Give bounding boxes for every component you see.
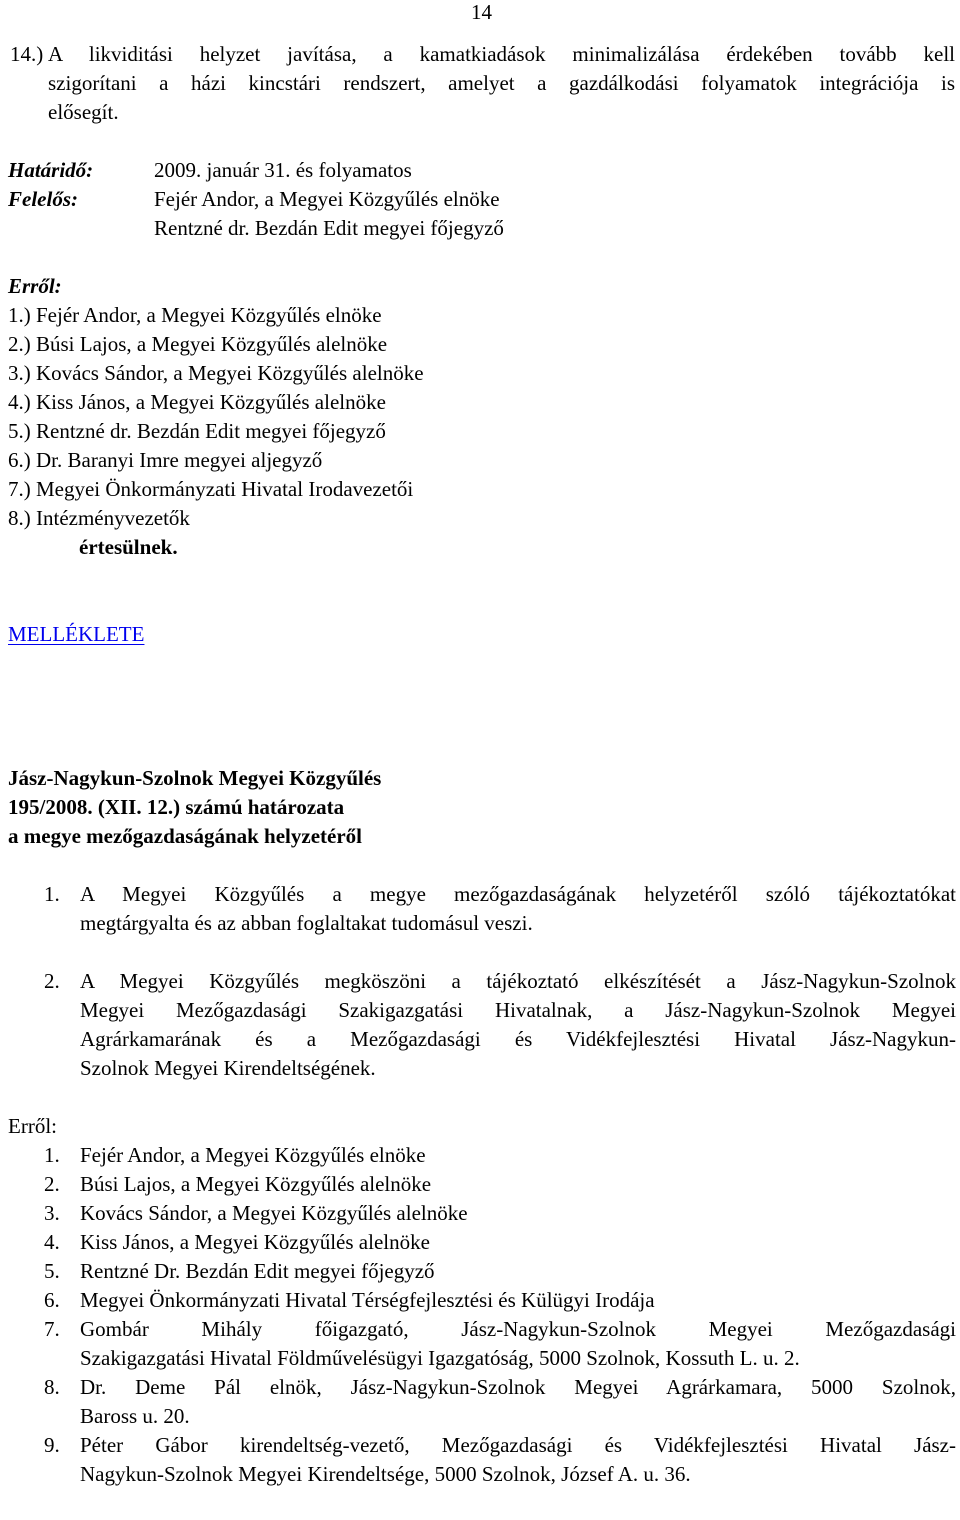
notify-2-item: Gombár Mihály főigazgató, Jász-Nagykun-Szolnok Megyei Mezőgazdasági xyxy=(80,1317,956,1341)
item-14-number: 14.) xyxy=(10,42,44,66)
notify-1-item: 3.) Kovács Sándor, a Megyei Közgyűlés alelnöke xyxy=(8,361,424,385)
notify-1-item: 1.) Fejér Andor, a Megyei Közgyűlés elnöke xyxy=(8,303,382,327)
notify-2-item: Kiss János, a Megyei Közgyűlés alelnöke xyxy=(80,1230,430,1254)
responsible-value-2: Rentzné dr. Bezdán Edit megyei főjegyző xyxy=(154,216,504,240)
notify-2-item: Megyei Önkormányzati Hivatal Térségfejlesztési és Külügyi Irodája xyxy=(80,1288,655,1312)
resolution-title-2: 195/2008. (XII. 12.) számú határozata xyxy=(8,795,345,819)
notify-2-label: Erről: xyxy=(8,1114,57,1138)
notify-2-number: 1. xyxy=(44,1143,60,1167)
item-14-line-1: A likviditási helyzet javítása, a kamatkiadások minimalizálása érdekében tovább kell xyxy=(48,42,955,66)
item-14-line-3: elősegít. xyxy=(48,100,119,124)
notify-2-number: 5. xyxy=(44,1259,60,1283)
notify-2-number: 9. xyxy=(44,1433,60,1457)
notify-2-number: 2. xyxy=(44,1172,60,1196)
notify-1-item: 4.) Kiss János, a Megyei Közgyűlés alelnöke xyxy=(8,390,386,414)
resolution-point-number: 1. xyxy=(44,882,60,906)
resolution-point-1-line-2: megtárgyalta és az abban foglaltakat tudomásul veszi. xyxy=(80,911,533,935)
notify-2-item-cont: Baross u. 20. xyxy=(80,1404,190,1428)
annex-link[interactable]: MELLÉKLETE xyxy=(8,622,145,646)
notify-1-label: Erről: xyxy=(8,274,62,298)
notify-2-number: 4. xyxy=(44,1230,60,1254)
resolution-point-2-line-1: A Megyei Közgyűlés megköszöni a tájékoztató elkészítését a Jász-Nagykun-Szolnok xyxy=(80,969,956,993)
notify-2-item: Kovács Sándor, a Megyei Közgyűlés alelnöke xyxy=(80,1201,468,1225)
notify-1-closing: értesülnek. xyxy=(79,535,178,559)
resolution-point-number: 2. xyxy=(44,969,60,993)
notify-2-item: Fejér Andor, a Megyei Közgyűlés elnöke xyxy=(80,1143,426,1167)
responsible-value-1: Fejér Andor, a Megyei Közgyűlés elnöke xyxy=(154,187,500,211)
responsible-label: Felelős: xyxy=(8,187,78,211)
resolution-point-2-line-3: Agrárkamarának és a Mezőgazdasági és Vidékfejlesztési Hivatal Jász-Nagykun- xyxy=(80,1027,956,1051)
notify-2-number: 3. xyxy=(44,1201,60,1225)
notify-1-item: 5.) Rentzné dr. Bezdán Edit megyei főjegyző xyxy=(8,419,386,443)
notify-2-item: Dr. Deme Pál elnök, Jász-Nagykun-Szolnok Megyei Agrárkamara, 5000 Szolnok, xyxy=(80,1375,956,1399)
notify-2-number: 7. xyxy=(44,1317,60,1341)
notify-2-number: 6. xyxy=(44,1288,60,1312)
deadline-value: 2009. január 31. és folyamatos xyxy=(154,158,412,182)
notify-2-item: Búsi Lajos, a Megyei Közgyűlés alelnöke xyxy=(80,1172,432,1196)
notify-2-number: 8. xyxy=(44,1375,60,1399)
resolution-title-1: Jász-Nagykun-Szolnok Megyei Közgyűlés xyxy=(8,766,382,790)
resolution-point-1-line-1: A Megyei Közgyűlés a megye mezőgazdaságának helyzetéről szóló tájékoztatókat xyxy=(80,882,956,906)
notify-2-item: Rentzné Dr. Bezdán Edit megyei főjegyző xyxy=(80,1259,435,1283)
resolution-point-2-line-2: Megyei Mezőgazdasági Szakigazgatási Hivatalnak, a Jász-Nagykun-Szolnok Megyei xyxy=(80,998,956,1022)
item-14-line-2: szigorítani a házi kincstári rendszert, amelyet a gazdálkodási folyamatok integrációja is xyxy=(48,71,955,95)
page-number: 14 xyxy=(471,0,492,24)
notify-1-item: 2.) Búsi Lajos, a Megyei Közgyűlés alelnöke xyxy=(8,332,388,356)
deadline-label: Határidő: xyxy=(8,158,94,182)
notify-1-item: 6.) Dr. Baranyi Imre megyei aljegyző xyxy=(8,448,323,472)
resolution-title-3: a megye mezőgazdaságának helyzetéről xyxy=(8,824,362,848)
notify-1-item: 8.) Intézményvezetők xyxy=(8,506,190,530)
notify-2-item-cont: Nagykun-Szolnok Megyei Kirendeltsége, 5000 Szolnok, József A. u. 36. xyxy=(80,1462,691,1486)
notify-1-item: 7.) Megyei Önkormányzati Hivatal Irodavezetői xyxy=(8,477,414,501)
notify-2-item: Péter Gábor kirendeltség-vezető, Mezőgazdasági és Vidékfejlesztési Hivatal Jász- xyxy=(80,1433,956,1457)
notify-2-item-cont: Szakigazgatási Hivatal Földművelésügyi Igazgatóság, 5000 Szolnok, Kossuth L. u. 2. xyxy=(80,1346,800,1370)
resolution-point-2-line-4: Szolnok Megyei Kirendeltségének. xyxy=(80,1056,376,1080)
